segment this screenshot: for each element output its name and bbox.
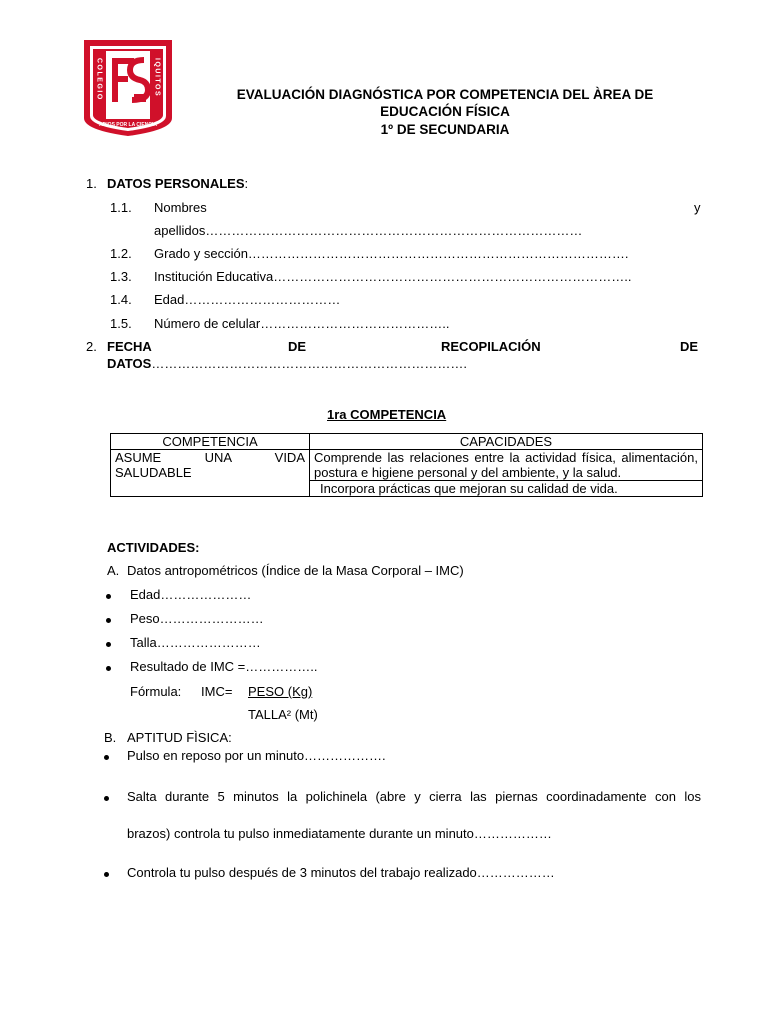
section2-word-de-2: DE: [680, 339, 699, 354]
section2-dots: ……………………………………………………………….: [151, 356, 467, 371]
formula-imc: IMC=: [201, 684, 233, 699]
section2-word-de: DE: [288, 339, 307, 354]
col-capacidades-header: CAPACIDADES: [310, 434, 703, 450]
competencia-heading: 1ra COMPETENCIA: [327, 407, 447, 422]
peso-field: Peso……………………: [130, 611, 264, 626]
imc-field: Resultado de IMC =……………..: [130, 659, 318, 674]
document-title-line1: EVALUACIÓN DIAGNÓSTICA POR COMPETENCIA DEL ÀREA DE: [236, 87, 654, 102]
item-1-2-label: Grado y sección…………………………………………………………………………….: [154, 246, 629, 261]
edad-field: Edad…………………: [130, 587, 252, 602]
item-1-3-label: Institución Educativa………………………………………………………………………..: [154, 269, 632, 284]
document-title-line2: EDUCACIÓN FÍSICA: [380, 104, 510, 119]
table-header-row: [111, 434, 703, 450]
item-1-1-continuation: apellidos……………………………………………………………………………: [154, 223, 583, 238]
bullet-polichinela: [104, 796, 109, 801]
item-1-1-extra: y: [694, 200, 701, 215]
formula-numerator: PESO (Kg): [248, 684, 313, 699]
polichinela-line1: Salta durante 5 minutos la polichinela (abre y cierra las piernas coordinadamente con los: [127, 789, 701, 804]
section1-colon: :: [244, 176, 249, 191]
competencia-cell: [111, 450, 310, 497]
section2-word-recopilacion: RECOPILACIÓN: [441, 339, 541, 354]
capacidad-cell-1: Comprende las relaciones entre la actividad física, alimentación, postura e higiene personal y del ambiente, y la salud.: [310, 450, 703, 481]
item-1-1-label: Nombres: [154, 200, 207, 215]
actividades-title: ACTIVIDADES:: [107, 540, 200, 555]
section-b-label: B.: [104, 730, 117, 745]
formula-label: Fórmula:: [130, 684, 182, 699]
talla-field: Talla……………………: [130, 635, 261, 650]
item-1-4-number: 1.4.: [110, 292, 132, 307]
section1-title: [107, 176, 248, 191]
logo-bottom-text: ADIOS POR LA CIENCIA: [99, 122, 157, 128]
col-competencia-header: COMPETENCIA: [111, 434, 310, 450]
logo-right-text: IQUITOS: [153, 58, 161, 98]
section2-word-fecha: FECHA: [107, 339, 152, 354]
section1-number: 1.: [86, 176, 97, 191]
logo-left-text: COLEGIO: [95, 58, 103, 101]
competencia-line1: ASUME UNA VIDA: [115, 450, 305, 465]
pulso-reposo-field: Pulso en reposo por un minuto……………….: [127, 748, 386, 763]
polichinela-line2: brazos) controla tu pulso inmediatamente durante un minuto………………: [127, 826, 552, 841]
formula-denominator: TALLA² (Mt): [248, 707, 318, 722]
section2-number: 2.: [86, 339, 97, 354]
bullet-peso: [106, 618, 111, 623]
competencia-table: [110, 433, 703, 497]
section2-line2: [107, 356, 467, 371]
school-logo: [82, 38, 174, 138]
competencia-line2: SALUDABLE: [115, 465, 192, 480]
item-1-2-number: 1.2.: [110, 246, 132, 261]
section-b-text: APTITUD FÌSICA:: [127, 730, 232, 745]
bullet-imc: [106, 666, 111, 671]
bullet-talla: [106, 642, 111, 647]
section1-title-text: DATOS PERSONALES: [107, 176, 245, 191]
bullet-pulso-despues: [104, 872, 109, 877]
pulso-despues-field: Controla tu pulso después de 3 minutos del trabajo realizado………………: [127, 865, 555, 880]
document-title-line3: 1º DE SECUNDARIA: [380, 122, 510, 137]
section-a-label: A.: [107, 563, 120, 578]
item-1-4-label: Edad………………………………: [154, 292, 341, 307]
capacidad-cell-2: Incorpora prácticas que mejoran su calidad de vida.: [310, 481, 703, 497]
bullet-pulso-reposo: [104, 755, 109, 760]
item-1-3-number: 1.3.: [110, 269, 132, 284]
item-1-1-number: 1.1.: [110, 200, 132, 215]
item-1-5-label: Número de celular……………………………………..: [154, 316, 450, 331]
table-row: [111, 450, 703, 481]
item-1-5-number: 1.5.: [110, 316, 132, 331]
section2-datos: DATOS: [107, 356, 152, 371]
bullet-edad: [106, 594, 111, 599]
section-a-text: Datos antropométricos (Índice de la Masa Corporal – IMC): [127, 563, 464, 578]
